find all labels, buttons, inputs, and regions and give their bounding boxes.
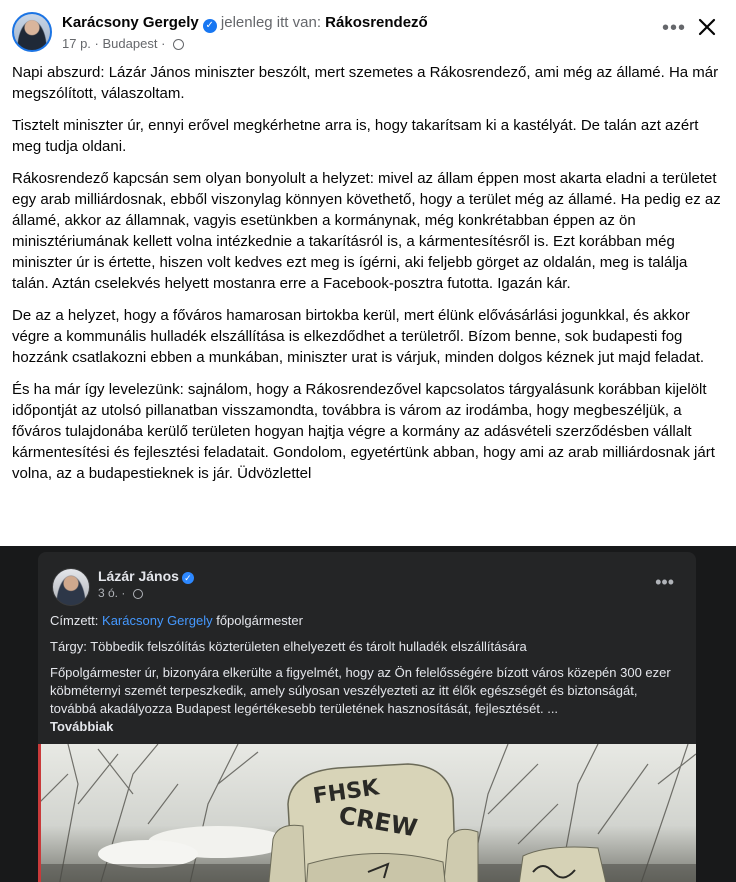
photo-edge-bar (38, 744, 41, 882)
post-paragraph-2: Tisztelt miniszter úr, ennyi erővel megkérhetne arra is, hogy takarítsam ki a kastélyát. De talán azt azért meg tudja oldani. (12, 117, 699, 155)
post-paragraph-4: De az a helyzet, hogy a főváros hamarosan birtokba kerül, mert élünk elővásárlási jogunkkal, és akkor végre a kommunális hulladék elszállítása is elkezdődhet a területről. Bízom benne, sok budapesti fog hozzánk csatlakozni ebben a munkában, miniszter urat is várjuk, minden dolgos kéznek jut majd feladat. (12, 307, 705, 366)
shared-verified-icon: ✓ (182, 572, 194, 584)
shared-recipient (50, 612, 686, 630)
presence-text: jelenleg itt van: (220, 14, 321, 31)
post-header (0, 0, 736, 60)
author-line (62, 14, 428, 33)
shared-post-text (50, 612, 686, 736)
shared-author-avatar (52, 568, 90, 606)
shared-author-line (98, 568, 194, 584)
verified-badge-icon: ✓ (203, 19, 217, 33)
shared-globe-icon (133, 589, 143, 599)
shared-screenshot[interactable] (0, 546, 736, 882)
post-meta (62, 36, 184, 51)
post-time[interactable]: 17 p. (62, 36, 91, 51)
graffiti-text-2: CREW (336, 801, 420, 843)
post-text (12, 62, 724, 495)
recipient-name: Karácsony Gergely (102, 613, 213, 628)
shared-time: 3 ó. (98, 586, 119, 600)
meta-separator: · (94, 36, 99, 51)
shared-subject: Tárgy: Többedik felszólítás közterületen elhelyezett és tárolt hulladék elszállítására (50, 639, 527, 654)
shared-post-card (38, 552, 696, 882)
globe-icon (173, 39, 184, 50)
meta-separator-2: · (161, 36, 166, 51)
recipient-label: Címzett: (50, 613, 99, 628)
see-more-link: Továbbiak (50, 719, 114, 734)
close-icon (692, 12, 722, 42)
recipient-title: főpolgármester (216, 613, 303, 628)
shared-meta (98, 586, 143, 600)
shared-author-name: Lázár János (98, 568, 179, 584)
author-name[interactable]: Karácsony Gergely (62, 14, 199, 31)
photo-scene (38, 744, 696, 882)
author-avatar[interactable] (12, 12, 52, 52)
graffiti-text-1: FHSK (311, 775, 381, 810)
close-button[interactable] (692, 12, 722, 42)
post-paragraph-5: És ha már így levelezünk: sajnálom, hogy a Rákosrendezővel kapcsolatos tárgyalásunk korábban kijelölt időpontját az utolsó pillanatban visszamondta, továbbra is várom az irodámba, hogy megbeszéljük, a főváros tulajdonába kerülő területen hogyan hajtja végre a kormány az adásvételi szerződésben vállalt kármentesítési és fejlesztési feladatait. Gondolom, egyetértünk abban, hogy ami az arab milliárdosnak járt volna, az a budapestieknek is jár. Üdvözlettel (12, 381, 715, 482)
post-paragraph-1: Napi abszurd: Lázár János miniszter beszólt, mert szemetes a Rákosrendező, ami még az államé. Ha már megszólított, válaszoltam. (12, 64, 719, 102)
shared-body: Főpolgármester úr, bizonyára elkerülte a figyelmét, hogy az Ön felelősségére bízott város közepén 300 ezer köbméternyi szemét terpeszkedik, amely súlyosan veszélyezteti az itt élők egészségét és biztonságát, továbbá akadályozza Budapest legértékesebb területének hasznosítását, fejlesztését. ... (50, 665, 671, 716)
location-link[interactable]: Rákosrendező (325, 14, 428, 31)
post-paragraph-3: Rákosrendező kapcsán sem olyan bonyolult a helyzet: mivel az állam éppen most akarta eladni a területet egy arab milliárdosnak, ebből viszonylag könnyen követhető, hogy a terület még az államé. Ha pedig ez az államé, akkor az államnak, vagyis esetünkben a kormánynak, még konkrétabban éppen az ön minisztériumának kellett volna intézkednie a takarításról is, a kármentesítésről is. Ezt korábban még miniszter úr is értette, hiszen volt kedves ezt meg is ígérni, aki feljebb görget az oldalán, meg is találja talán. Aztán cselekvés helyett mostanra erre a Facebook-posztra futotta. Igazán kár. (12, 170, 721, 292)
shared-more-icon: ••• (655, 572, 674, 592)
garbage-photo (38, 744, 696, 882)
more-options-button[interactable]: ••• (661, 17, 686, 39)
shared-separator: · (121, 586, 126, 600)
post-place[interactable]: Budapest (102, 36, 158, 51)
